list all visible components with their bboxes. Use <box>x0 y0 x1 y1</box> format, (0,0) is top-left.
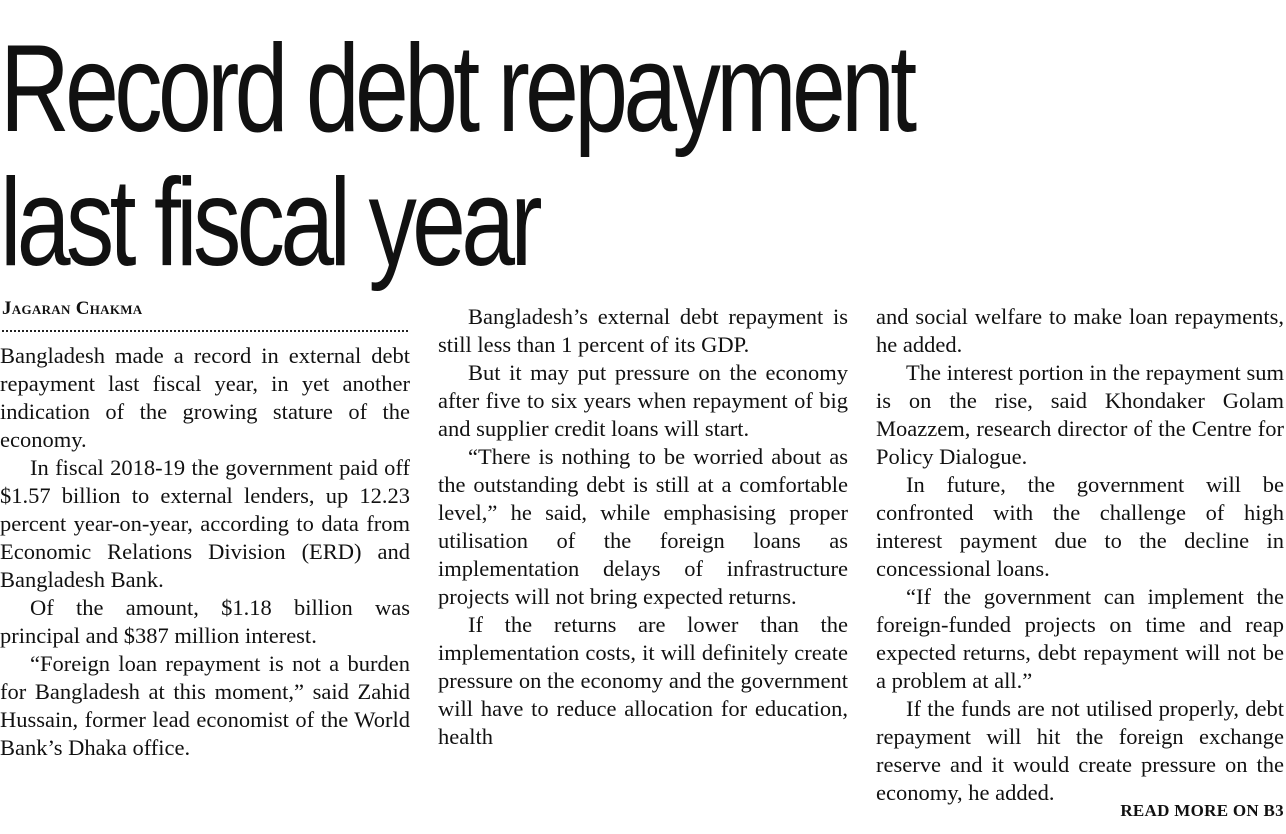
paragraph: The interest portion in the repayment sum is on the rise, said Khondaker Golam Moazzem, research director of the Centre for Policy Dialogue. <box>876 360 1284 469</box>
article-column-3 <box>876 303 1284 807</box>
headline-line-2: last fiscal year <box>0 154 538 292</box>
read-more-link[interactable]: READ MORE ON B3 <box>1120 801 1284 820</box>
paragraph: “If the government can implement the foreign-funded projects on time and reap expected returns, debt repayment will not be a problem at all.” <box>876 584 1284 693</box>
byline-divider <box>2 330 408 332</box>
paragraph: In fiscal 2018-19 the government paid off $1.57 billion to external lenders, up 12.23 percent year-on-year, according to data from Economic Relations Division (ERD) and Bangladesh Bank. <box>0 455 410 592</box>
paragraph: Bangladesh’s external debt repayment is still less than 1 percent of its GDP. <box>438 304 848 357</box>
headline <box>0 22 1003 290</box>
headline-line-1: Record debt repayment <box>0 20 913 158</box>
paragraph: If the funds are not utilised properly, debt repayment will hit the foreign exchange reserve and it would create pressure on the economy, he added. <box>876 696 1284 805</box>
article-column-1 <box>0 342 410 762</box>
paragraph: and social welfare to make loan repayments, he added. <box>876 304 1284 357</box>
paragraph: If the returns are lower than the implementation costs, it will definitely create pressure on the economy and the government will have to reduce allocation for education, health <box>438 612 848 749</box>
byline: Jagaran Chakma <box>2 298 143 319</box>
paragraph: In future, the government will be confronted with the challenge of high interest payment due to the decline in concessional loans. <box>876 472 1284 581</box>
paragraph: Bangladesh made a record in external debt repayment last fiscal year, in yet another indication of the growing stature of the economy. <box>0 343 410 452</box>
article-column-2 <box>438 303 848 751</box>
paragraph: Of the amount, $1.18 billion was principal and $387 million interest. <box>0 595 410 648</box>
paragraph: But it may put pressure on the economy after five to six years when repayment of big and supplier credit loans will start. <box>438 360 848 441</box>
paragraph: “Foreign loan repayment is not a burden for Bangladesh at this moment,” said Zahid Hussain, former lead economist of the World Bank’s Dhaka office. <box>0 651 410 760</box>
paragraph: “There is nothing to be worried about as the outstanding debt is still at a comfortable level,” he said, while emphasising proper utilisation of the foreign loans as implementation delays of infrastructure projects will not bring expected returns. <box>438 444 848 609</box>
